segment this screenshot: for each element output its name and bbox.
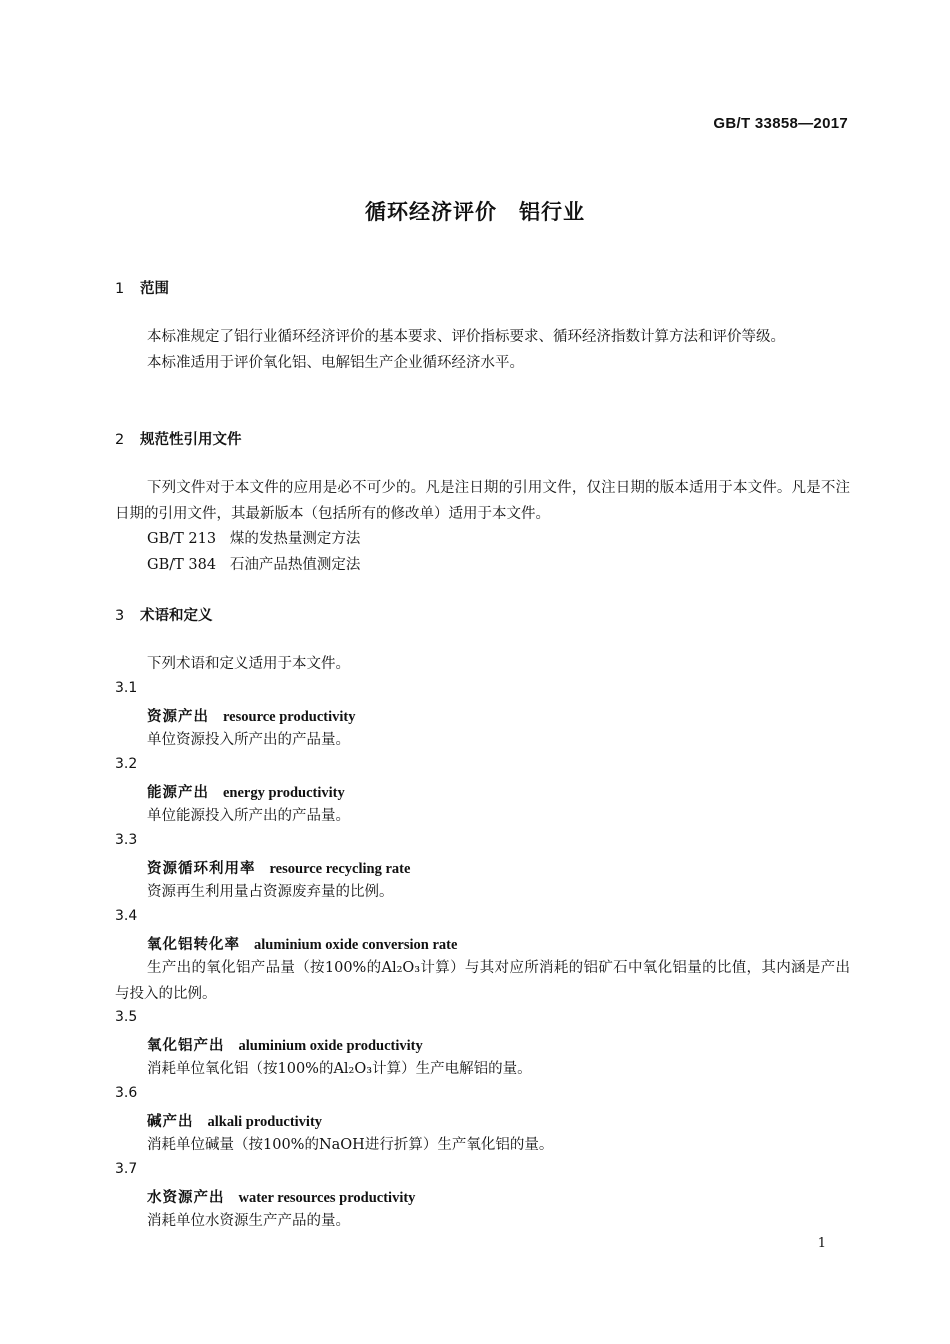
standard-code: GB/T 33858—2017 [713,115,848,132]
definition-text: 消耗单位碱量（按100%的NaOH进行折算）生产氧化铝的量。 [147,1137,554,1153]
reference-name: 煤的发热量测定方法 [229,531,361,547]
term-en: energy productivity [223,785,345,801]
paragraph: 下列术语和定义适用于本文件。 [147,656,350,672]
definition-text: 生产出的氧化铝产品量（按100%的Al₂O₃计算）与其对应所消耗的铝矿石中氧化铝量的比值，其内涵是产出与投入的比例。 [115,960,850,1002]
page-number: 1 [817,1236,826,1251]
paragraph: 本标准适用于评价氧化铝、电解铝生产企业循环经济水平。 [147,355,524,371]
term-heading [147,1110,322,1131]
term-heading [147,857,410,878]
term-zh: 碱产出 [147,1114,194,1130]
term-en: resource recycling rate [269,861,411,877]
definition-text: 单位能源投入所产出的产品量。 [147,808,350,824]
definition-text: 消耗单位氧化铝（按100%的Al₂O₃计算）生产电解铝的量。 [147,1061,532,1077]
term-heading [147,705,356,726]
scope-body [115,324,850,376]
term-zh: 资源循环利用率 [147,861,256,877]
definition-text: 消耗单位水资源生产产品的量。 [147,1213,350,1229]
definition-text: 单位资源投入所产出的产品量。 [147,732,350,748]
term-number: 3.7 [115,1161,138,1177]
document-title: 循环经济评价 铝行业 [365,200,585,224]
term-en: alkali productivity [207,1114,323,1130]
reference-code: GB/T 384 [147,557,217,573]
term-number: 3.5 [115,1009,138,1025]
term-definition [115,727,850,753]
term-zh: 能源产出 [147,785,209,801]
term-number: 3.4 [115,908,138,924]
section-number: 2 [115,432,125,448]
term-en: resource productivity [223,709,356,725]
section-title: 范围 [140,281,169,297]
term-definition [115,879,850,905]
term-definition [115,1056,850,1082]
section-number: 1 [115,281,125,297]
term-en: water resources productivity [238,1190,416,1206]
reference-name: 石油产品热值测定法 [229,557,361,573]
section-title: 规范性引用文件 [140,432,242,448]
section-title: 术语和定义 [140,608,213,624]
reference-code: GB/T 213 [147,531,217,547]
term-zh: 氧化铝产出 [147,1038,225,1054]
term-zh: 资源产出 [147,709,209,725]
reference-item [147,527,360,548]
reference-item [147,553,360,574]
term-heading [147,1186,415,1207]
terms-intro [115,651,850,677]
section-heading-scope [115,277,169,298]
normative-body [115,475,850,527]
paragraph: 下列文件对于本文件的应用是必不可少的。凡是注日期的引用文件，仅注日期的版本适用于本文件。凡是不注日期的引用文件，其最新版本（包括所有的修改单）适用于本文件。 [115,480,850,522]
term-heading [147,933,457,954]
term-number: 3.1 [115,680,138,696]
term-zh: 水资源产出 [147,1190,225,1206]
section-heading-terms [115,604,213,625]
term-en: aluminium oxide conversion rate [254,937,458,953]
section-heading-normative [115,428,242,449]
term-en: aluminium oxide productivity [238,1038,423,1054]
term-heading [147,781,345,802]
term-number: 3.2 [115,756,138,772]
definition-text: 资源再生利用量占资源废弃量的比例。 [147,884,394,900]
term-definition [115,955,850,1007]
term-number: 3.6 [115,1085,138,1101]
term-definition [115,1208,850,1234]
term-definition [115,803,850,829]
term-definition [115,1132,850,1158]
term-number: 3.3 [115,832,138,848]
term-heading [147,1034,423,1055]
paragraph: 本标准规定了铝行业循环经济评价的基本要求、评价指标要求、循环经济指数计算方法和评价等级。 [147,329,785,345]
section-number: 3 [115,608,125,624]
term-zh: 氧化铝转化率 [147,937,240,953]
